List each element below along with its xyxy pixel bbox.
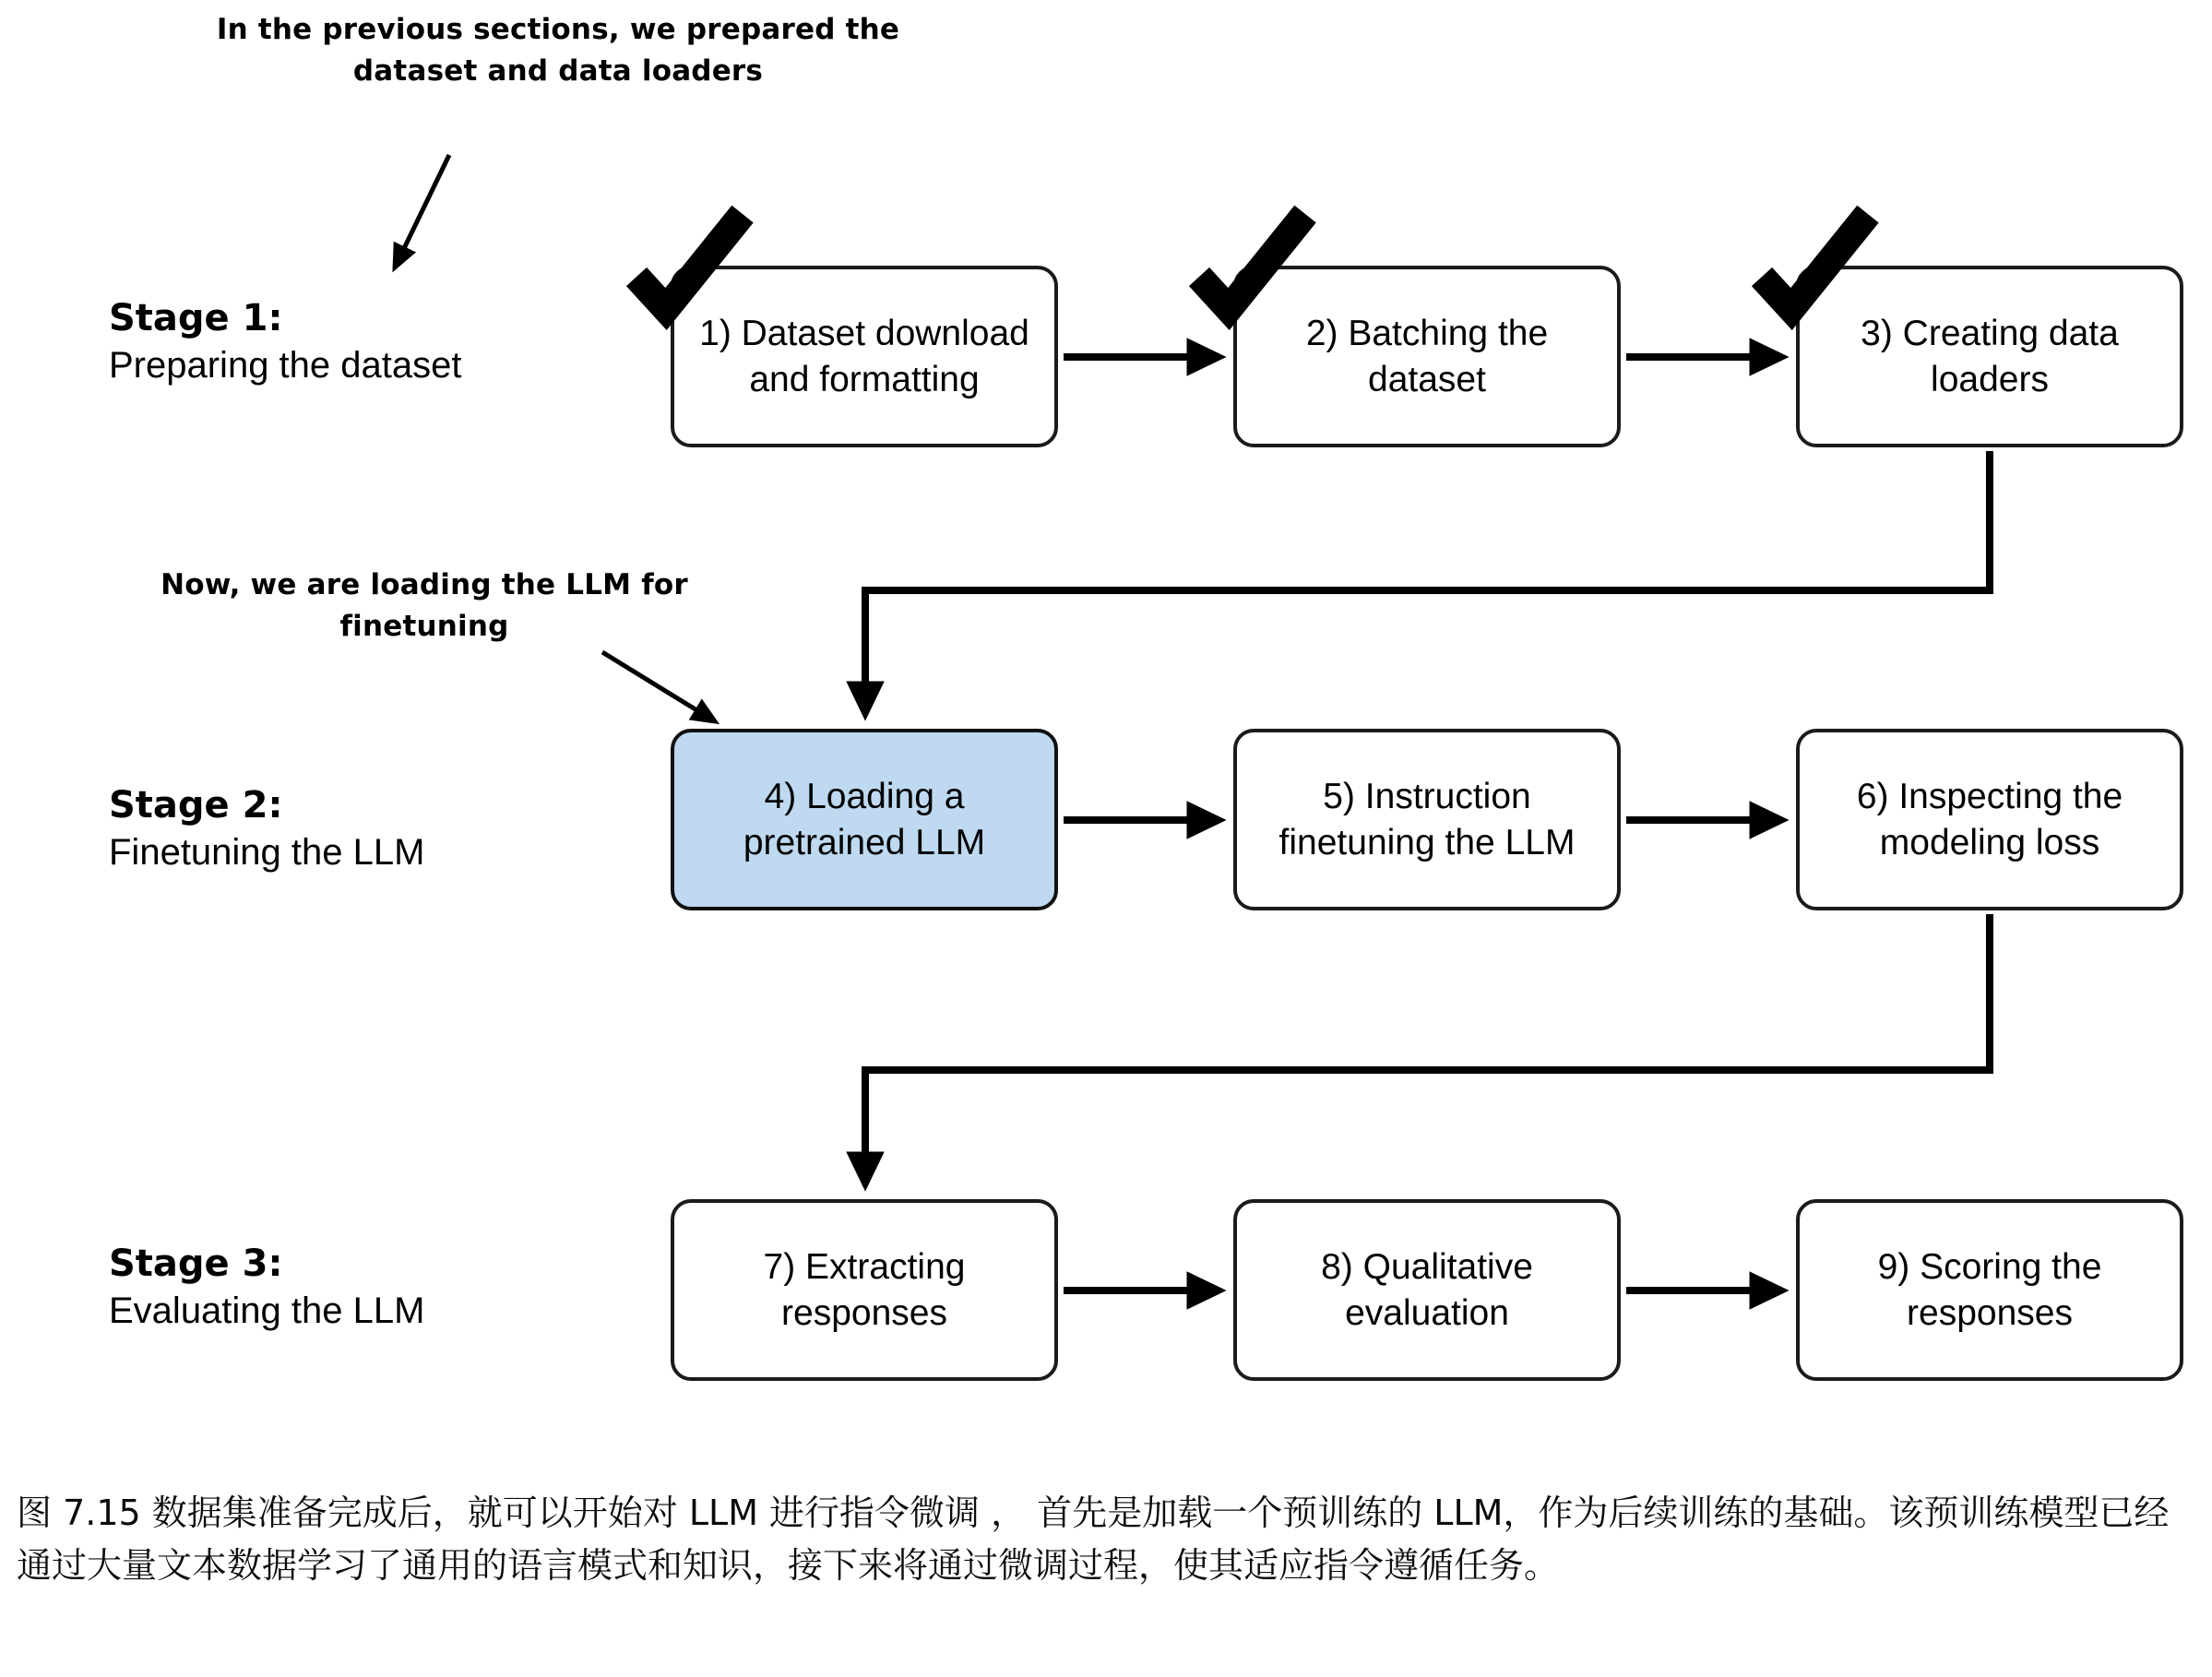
arrow-step3-to-step4 bbox=[865, 451, 1990, 712]
step-box-1 bbox=[671, 266, 1058, 447]
stage-3-subtitle: Evaluating the LLM bbox=[109, 1290, 425, 1331]
step-box-2 bbox=[1233, 266, 1621, 447]
figure-caption: 图 7.15 数据集准备完成后，就可以开始对 LLM 进行指令微调 ， 首先是加载一个预训练的 LLM，作为后续训练的基础。该预训练模型已经通过大量文本数据学习了通用的语言模式和知识，接下来将通过微调过程，使其适应指令遵循任务。 bbox=[17, 1493, 2170, 1586]
arrow-step6-to-step7 bbox=[865, 914, 1990, 1183]
step-3-label: 3) Creating data loaders bbox=[1861, 314, 2119, 399]
stage-1-title: Stage 1: bbox=[109, 297, 283, 339]
step-box-8 bbox=[1233, 1199, 1621, 1381]
step-6-label: 6) Inspecting the modeling loss bbox=[1856, 777, 2123, 862]
step-9-label: 9) Scoring the responses bbox=[1877, 1247, 2102, 1333]
step-box-4 bbox=[671, 729, 1058, 910]
step-7-label: 7) Extracting responses bbox=[763, 1247, 966, 1333]
step-4-label: 4) Loading a pretrained LLM bbox=[743, 777, 986, 862]
step-1-label: 1) Dataset download and formatting bbox=[699, 314, 1029, 399]
stage-label-2 bbox=[109, 782, 699, 876]
stage-2-subtitle: Finetuning the LLM bbox=[109, 832, 425, 873]
step-5-label: 5) Instruction finetuning the LLM bbox=[1278, 777, 1576, 862]
step-8-label: 8) Qualitative evaluation bbox=[1321, 1247, 1533, 1333]
step-box-6 bbox=[1796, 729, 2183, 910]
step-box-9 bbox=[1796, 1199, 2183, 1381]
step-box-5 bbox=[1233, 729, 1621, 910]
annotation-arrow-1 bbox=[395, 155, 449, 268]
stage-label-3 bbox=[109, 1241, 699, 1335]
step-box-7 bbox=[671, 1199, 1058, 1381]
step-2-label: 2) Batching the dataset bbox=[1305, 314, 1549, 399]
stage-3-title: Stage 3: bbox=[109, 1243, 283, 1285]
stage-1-subtitle: Preparing the dataset bbox=[109, 345, 462, 386]
annotation-previous-sections: In the previous sections, we prepared the dataset and data loaders bbox=[216, 13, 900, 88]
annotation-loading-llm: Now, we are loading the LLM for finetuning bbox=[161, 568, 688, 643]
stage-label-1 bbox=[109, 295, 699, 389]
step-box-3 bbox=[1796, 266, 2183, 447]
stage-2-title: Stage 2: bbox=[109, 784, 283, 827]
annotation-arrow-2 bbox=[602, 652, 715, 721]
